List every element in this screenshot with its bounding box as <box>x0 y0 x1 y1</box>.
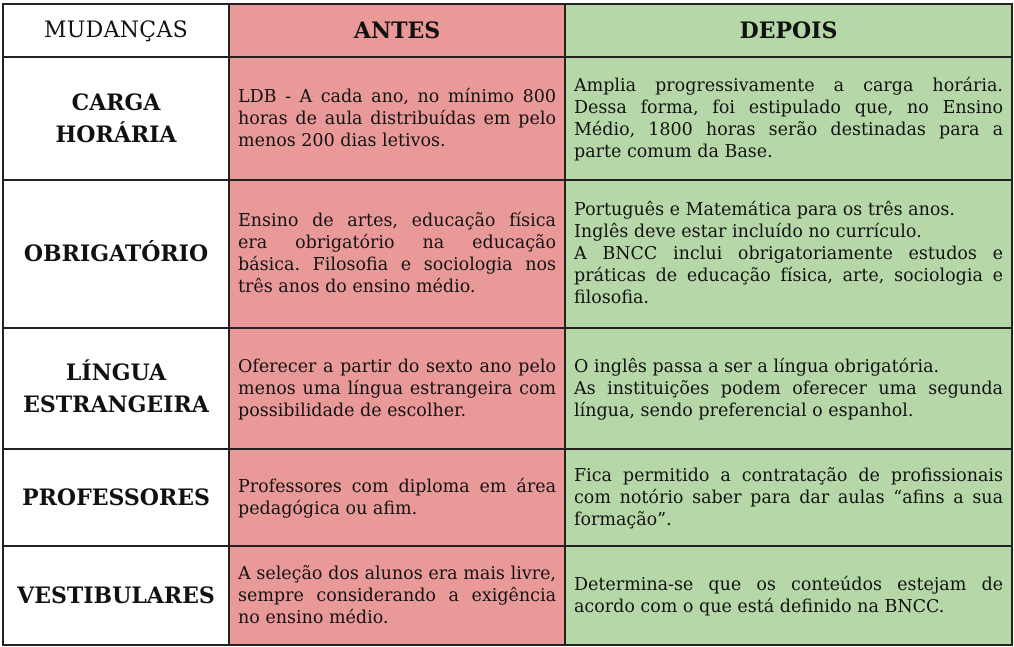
antes-cell: Professores com diploma em área pedagógica ou afim. <box>229 449 565 546</box>
row-label <box>3 57 229 180</box>
antes-cell: Ensino de artes, educação física era obrigatório na educação básica. Filosofia e sociologia nos três anos do ensino médio. <box>229 180 565 328</box>
depois-line: A BNCC inclui obrigatoriamente estudos e práticas de educação física, arte, sociologia e filosofia. <box>574 244 1003 308</box>
table-row <box>3 546 1012 645</box>
row-label: OBRIGATÓRIO <box>3 180 229 328</box>
row-label: PROFESSORES <box>3 449 229 546</box>
antes-cell: LDB - A cada ano, no mínimo 800 horas de aula distribuídas em pelo menos 200 dias letivos. <box>229 57 565 180</box>
header-row <box>3 4 1012 57</box>
row-label-text: CARGA HORÁRIA <box>55 89 177 148</box>
depois-line: Amplia progressivamente a carga horária. Dessa forma, foi estipulado que, no Ensino Médio, 1800 horas serão destinadas para a parte comum da Base. <box>574 75 1003 162</box>
depois-cell <box>565 57 1012 180</box>
header-mudancas: MUDANÇAS <box>3 4 229 57</box>
depois-cell <box>565 449 1012 546</box>
row-label <box>3 328 229 449</box>
header-depois: DEPOIS <box>565 4 1012 57</box>
depois-cell <box>565 180 1012 328</box>
depois-line: Inglês deve estar incluído no currículo. <box>574 222 922 242</box>
table-row <box>3 449 1012 546</box>
antes-cell: A seleção dos alunos era mais livre, sempre considerando a exigência no ensino médio. <box>229 546 565 645</box>
depois-cell <box>565 546 1012 645</box>
table-row <box>3 328 1012 449</box>
comparison-table <box>2 3 1013 646</box>
antes-cell: Oferecer a partir do sexto ano pelo menos uma língua estrangeira com possibilidade de escolher. <box>229 328 565 449</box>
depois-cell <box>565 328 1012 449</box>
depois-line: Português e Matemática para os três anos. <box>574 200 955 220</box>
depois-line: Fica permitido a contratação de profissionais com notório saber para dar aulas “afins a sua formação”. <box>574 465 1003 530</box>
table-row <box>3 180 1012 328</box>
depois-line: Determina-se que os conteúdos estejam de acordo com o que está definido na BNCC. <box>574 574 1003 617</box>
header-antes: ANTES <box>229 4 565 57</box>
depois-line: O inglês passa a ser a língua obrigatória. <box>574 356 940 377</box>
table-row <box>3 57 1012 180</box>
depois-line: As instituições podem oferecer uma segunda língua, sendo preferencial o espanhol. <box>574 378 1003 421</box>
row-label-text: LÍNGUA ESTRANGEIRA <box>23 359 209 418</box>
row-label: VESTIBULARES <box>3 546 229 645</box>
